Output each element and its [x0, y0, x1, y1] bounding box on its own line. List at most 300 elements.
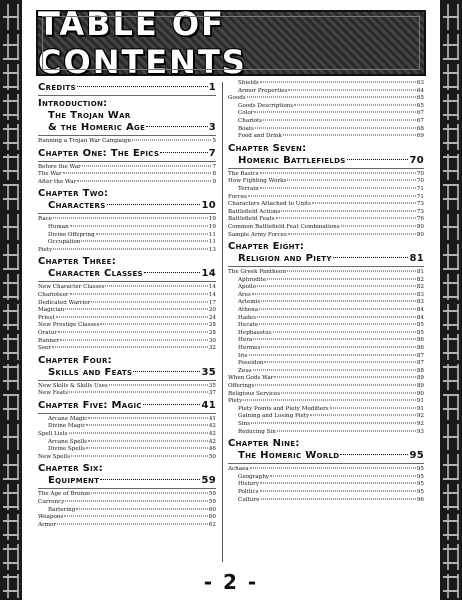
toc-entry-page: 28: [208, 322, 216, 329]
dot-leader: [96, 233, 208, 234]
dot-leader: [267, 278, 416, 279]
toc-entry[interactable]: [228, 126, 424, 134]
dot-leader: [257, 316, 416, 317]
toc-entry-page: 83: [416, 291, 424, 298]
dot-leader: [109, 384, 208, 385]
toc-entry-page: 11: [208, 231, 216, 238]
dot-leader: [52, 347, 208, 348]
toc-chapter[interactable]: [228, 438, 424, 464]
chapter-page: 35: [201, 366, 216, 378]
toc-entry-page: 71: [416, 193, 424, 200]
toc-entry[interactable]: [38, 239, 216, 247]
toc-entry-title: Charioteer: [38, 291, 69, 298]
toc-entry[interactable]: [228, 95, 424, 103]
toc-entry[interactable]: [228, 232, 424, 240]
dot-leader: [312, 203, 416, 204]
toc-entry-page: 89: [416, 383, 424, 389]
dot-leader: [133, 371, 200, 372]
dot-leader: [88, 417, 207, 418]
toc-entry[interactable]: [228, 345, 424, 353]
chapter-heading-final: [38, 82, 216, 94]
dot-leader: [281, 210, 416, 211]
dot-leader: [254, 112, 415, 113]
toc-entry-page: 83: [416, 299, 424, 306]
toc-entry[interactable]: [228, 360, 424, 368]
toc-entry[interactable]: [38, 307, 216, 315]
chapter-page: 41: [201, 399, 216, 411]
chapter-heading-final: [38, 475, 216, 487]
chapter-page: 1: [208, 82, 216, 93]
toc-entry[interactable]: [228, 474, 424, 482]
toc-entry-title: Goods: [228, 95, 246, 102]
toc-entry-page: 93: [416, 428, 424, 435]
dot-leader: [105, 286, 207, 287]
toc-entry-page: 50: [208, 453, 216, 460]
dot-leader: [249, 354, 416, 355]
toc-entry-title: Spell Lists: [38, 431, 68, 438]
title-banner: [36, 5, 426, 81]
toc-entry-title: Goods Descriptions: [238, 102, 294, 109]
dot-leader: [63, 173, 212, 174]
toc-entry-title: Terrain: [238, 185, 259, 192]
toc-entry-page: 85: [416, 322, 424, 329]
toc-entry-title: New Prestige Classes: [38, 322, 100, 329]
toc-entry[interactable]: [228, 398, 424, 406]
toc-entry-title: When Gods War: [228, 375, 274, 382]
chapter-title: & the Homeric Age: [48, 122, 146, 133]
dot-leader: [146, 126, 208, 127]
toc-entry[interactable]: [228, 406, 424, 414]
dot-leader: [294, 104, 416, 105]
toc-entry-page: 10: [208, 216, 216, 223]
toc-entry[interactable]: [38, 315, 216, 323]
chapter-heading-line: Chapter Two:: [38, 188, 109, 200]
toc-entry-title: Aphrodite: [238, 276, 267, 283]
toc-entry-title: Shields: [238, 80, 259, 86]
dot-leader: [70, 293, 208, 294]
chapter-title: Credits: [38, 82, 76, 93]
toc-entry[interactable]: [228, 299, 424, 307]
toc-entry[interactable]: [228, 224, 424, 232]
toc-entry-title: Arcane Magic: [48, 415, 88, 422]
toc-entry-page: 90: [416, 390, 424, 397]
chapter-heading-final: [38, 367, 216, 379]
toc-chapter[interactable]: [38, 82, 216, 96]
toc-chapter[interactable]: [38, 188, 216, 214]
chapter-page: 59: [201, 475, 216, 487]
toc-entry[interactable]: [38, 345, 216, 353]
toc-chapter[interactable]: [38, 463, 216, 489]
toc-entry-title: Characters Attached to Units: [228, 201, 312, 208]
chapter-rule: [228, 266, 424, 267]
toc-chapter[interactable]: [38, 355, 216, 381]
toc-entry[interactable]: [228, 481, 424, 489]
toc-entry[interactable]: [228, 391, 424, 399]
toc-entry-title: New Feats: [38, 390, 69, 397]
dot-leader: [253, 339, 416, 340]
dot-leader: [86, 448, 208, 449]
chapter-rule: [228, 168, 424, 169]
toc-entry-title: Politics: [238, 488, 259, 495]
toc-entry[interactable]: [228, 201, 424, 209]
toc-entry-page: 76: [416, 216, 424, 223]
toc-entry-title: New Skills & Skills Uses: [38, 382, 108, 389]
toc-entry[interactable]: [228, 178, 424, 186]
toc-entry-page: 17: [208, 299, 216, 306]
toc-entry-page: 28: [208, 329, 216, 336]
dot-leader: [100, 324, 207, 325]
dot-leader: [264, 362, 415, 363]
toc-entry-page: 42: [208, 423, 216, 430]
toc-entry-title: Piety Points and Piety Modifiers: [238, 405, 329, 412]
toc-entry-title: New Spells: [38, 453, 70, 460]
page-number: - 2 -: [203, 570, 259, 594]
dot-leader: [274, 377, 415, 378]
chapter-title: The Homeric World: [238, 450, 340, 462]
dot-leader: [255, 127, 416, 128]
right-meander-border: [440, 0, 462, 600]
toc-entry[interactable]: [228, 466, 424, 474]
toc-entry[interactable]: [38, 507, 216, 515]
dot-leader: [252, 293, 416, 294]
toc-entry-page: 30: [208, 337, 216, 344]
dot-leader: [260, 490, 416, 491]
dot-leader: [287, 180, 416, 181]
dot-leader: [260, 82, 416, 83]
toc-entry-page: 60: [208, 514, 216, 521]
toc-entry-page: 80: [416, 231, 424, 238]
chapter-heading-final: [38, 200, 216, 212]
toc-entry-page: 92: [416, 420, 424, 427]
dot-leader: [281, 392, 416, 393]
dot-leader: [86, 425, 207, 426]
chapter-title: Chapter One: The Epics: [38, 147, 160, 159]
toc-entry-page: 95: [416, 473, 424, 480]
toc-entry[interactable]: [38, 216, 216, 224]
toc-chapter[interactable]: [38, 148, 216, 162]
toc-entry-page: 67: [416, 117, 424, 124]
chapter-title: Homeric Battlefields: [238, 154, 346, 166]
toc-entry[interactable]: [228, 315, 424, 323]
toc-entry-title: The War: [38, 171, 62, 178]
chapter-rule: [38, 281, 216, 282]
chapter-rule: [38, 95, 216, 96]
toc-entry[interactable]: [38, 164, 216, 172]
dot-leader: [143, 404, 201, 405]
toc-entry-title: How Fighting Works: [228, 178, 287, 185]
toc-entry-page: 71: [416, 185, 424, 192]
toc-entry-page: 73: [416, 201, 424, 208]
chapter-rule: [38, 413, 216, 414]
toc-entry-page: 81: [416, 269, 424, 276]
toc-entry-title: Piety: [228, 398, 243, 405]
toc-entry-title: Iris: [238, 352, 248, 359]
toc-entry[interactable]: [228, 497, 424, 505]
toc-entry[interactable]: [38, 431, 216, 439]
toc-entry[interactable]: [38, 522, 216, 530]
toc-entry[interactable]: [38, 322, 216, 330]
toc-entry-page: 64: [416, 87, 424, 94]
chapter-rule: [38, 488, 216, 489]
dot-leader: [261, 347, 416, 348]
toc-entry-page: 91: [416, 405, 424, 412]
toc-entry[interactable]: [38, 292, 216, 300]
dot-leader: [260, 483, 416, 484]
dot-leader: [259, 309, 416, 310]
dot-leader: [347, 159, 409, 160]
chapter-heading-final: [228, 450, 424, 462]
toc-entry[interactable]: [38, 300, 216, 308]
toc-entry[interactable]: [228, 216, 424, 224]
dot-leader: [288, 89, 415, 90]
toc-entry[interactable]: [228, 133, 424, 141]
toc-entry[interactable]: [228, 194, 424, 202]
toc-entry-page: 14: [208, 291, 216, 298]
toc-entry-page: 95: [416, 481, 424, 488]
toc-entry[interactable]: [38, 446, 216, 454]
left-meander-border: [0, 0, 22, 600]
toc-entry-page: 95: [416, 488, 424, 495]
toc-entry-title: Divine Spells: [48, 446, 86, 453]
toc-entry-title: Sins: [238, 420, 251, 427]
toc-entry-page: 35: [208, 382, 216, 389]
dot-leader: [261, 301, 416, 302]
toc-entry-title: Poseidon: [238, 360, 264, 367]
toc-entry-page: 84: [416, 307, 424, 314]
toc-entry[interactable]: [228, 118, 424, 126]
dot-leader: [288, 233, 416, 234]
chapter-heading-line: Chapter Eight:: [228, 241, 305, 253]
toc-entry-page: 85: [416, 329, 424, 336]
toc-entry[interactable]: [228, 88, 424, 96]
toc-entry-page: 86: [416, 345, 424, 352]
toc-chapter[interactable]: [38, 98, 216, 136]
dot-leader: [273, 331, 416, 332]
toc-entry-page: 9: [212, 178, 216, 185]
toc-entry-title: Priest: [38, 314, 55, 321]
toc-entry-title: Ares: [238, 291, 251, 298]
toc-entry-page: 65: [416, 95, 424, 102]
toc-entry-title: Geography: [238, 473, 270, 480]
toc-entry-page: 37: [208, 390, 216, 397]
toc-chapter[interactable]: [228, 143, 424, 169]
chapter-page: 7: [208, 147, 216, 159]
toc-entry[interactable]: [38, 423, 216, 431]
dot-leader: [100, 479, 200, 480]
chapter-rule: [228, 463, 424, 464]
toc-entry-page: 69: [416, 133, 424, 140]
dot-leader: [259, 324, 416, 325]
chapter-title: Characters: [48, 200, 106, 212]
toc-entry[interactable]: [38, 338, 216, 346]
toc-entry[interactable]: [38, 454, 216, 462]
toc-entry[interactable]: [38, 284, 216, 292]
chapter-rule: [38, 161, 216, 162]
toc-entry[interactable]: [38, 390, 216, 398]
toc-entry[interactable]: [228, 307, 424, 315]
toc-entry-page: 32: [208, 345, 216, 352]
toc-entry-title: Food and Drink: [238, 133, 282, 140]
chapter-heading-final: [38, 400, 216, 412]
toc-entry[interactable]: [228, 375, 424, 383]
dot-leader: [77, 86, 208, 87]
toc-entry-page: 59: [208, 491, 216, 498]
toc-entry-title: Zeus: [238, 367, 252, 374]
toc-entry[interactable]: [228, 322, 424, 330]
chapter-heading-line: Chapter Seven:: [228, 142, 307, 154]
toc-entry[interactable]: [228, 186, 424, 194]
chapter-heading-final: [38, 148, 216, 160]
toc-entry[interactable]: [228, 80, 424, 88]
toc-entry[interactable]: [228, 421, 424, 429]
toc-entry[interactable]: [38, 224, 216, 232]
dot-leader: [81, 241, 207, 242]
dot-leader: [82, 165, 212, 166]
dot-leader: [250, 468, 416, 469]
toc-chapter[interactable]: [38, 256, 216, 282]
toc-entry-page: 42: [208, 431, 216, 438]
toc-entry[interactable]: [38, 330, 216, 338]
toc-entry[interactable]: [228, 353, 424, 361]
toc-entry-page: 73: [416, 208, 424, 215]
toc-entry[interactable]: [228, 209, 424, 217]
toc-entry[interactable]: [38, 171, 216, 179]
dot-leader: [65, 501, 207, 502]
toc-entry-page: 14: [208, 284, 216, 291]
toc-entry-title: Piety: [38, 246, 53, 253]
toc-entry[interactable]: [228, 110, 424, 118]
toc-chapter[interactable]: [228, 241, 424, 267]
toc-entry-page: 5: [212, 138, 216, 144]
dot-leader: [253, 369, 416, 370]
toc-entry-title: Color: [238, 110, 254, 117]
toc-entry-title: History: [238, 481, 259, 488]
toc-entry[interactable]: [38, 439, 216, 447]
toc-entry-page: 63: [416, 80, 424, 86]
toc-entry-title: Hephaestus: [238, 329, 272, 336]
chapter-rule: [38, 380, 216, 381]
toc-entry[interactable]: [228, 277, 424, 285]
dot-leader: [65, 309, 208, 310]
dot-leader: [64, 516, 208, 517]
toc-entry-title: Before the War: [38, 163, 81, 170]
chapter-heading-final: [38, 122, 216, 134]
toc-entry[interactable]: [228, 413, 424, 421]
toc-entry-page: 95: [416, 466, 424, 473]
toc-entry-title: Occupation: [48, 239, 81, 246]
toc-entry[interactable]: [228, 489, 424, 497]
dot-leader: [71, 455, 208, 456]
toc-entry-title: Battlefield Feats: [228, 216, 275, 223]
toc-entry[interactable]: [228, 171, 424, 179]
toc-entry[interactable]: [228, 337, 424, 345]
column-divider: [222, 82, 223, 562]
toc-entry-page: 87: [416, 352, 424, 359]
toc-chapter[interactable]: [38, 400, 216, 414]
toc-entry[interactable]: [228, 269, 424, 277]
toc-entry[interactable]: [38, 416, 216, 424]
dot-leader: [330, 407, 416, 408]
toc-entry-title: Battlefield Actions: [228, 208, 281, 215]
dot-leader: [277, 430, 416, 431]
toc-entry-page: 7: [212, 163, 216, 170]
dot-leader: [261, 498, 416, 499]
toc-entry[interactable]: [38, 383, 216, 391]
toc-entry[interactable]: [38, 491, 216, 499]
toc-entry-page: 42: [208, 438, 216, 445]
toc-entry-page: 82: [416, 276, 424, 283]
toc-entry[interactable]: [38, 232, 216, 240]
toc-entry-page: 46: [208, 446, 216, 453]
dot-leader: [333, 257, 409, 258]
chapter-page: 10: [201, 200, 216, 212]
toc-entry-page: 60: [208, 506, 216, 513]
chapter-heading-line: Chapter Three:: [38, 256, 117, 268]
chapter-title: Character Classes: [48, 268, 143, 280]
chapter-page: 81: [409, 253, 424, 265]
toc-entry-page: 13: [208, 246, 216, 253]
dot-leader: [340, 454, 408, 455]
toc-entry[interactable]: [38, 247, 216, 255]
toc-entry[interactable]: [228, 429, 424, 437]
toc-entry[interactable]: [228, 292, 424, 300]
toc-entry[interactable]: [228, 330, 424, 338]
toc-entry-title: Common Battlefield Feat Combinations: [228, 223, 340, 230]
toc-entry[interactable]: [228, 103, 424, 111]
toc-entry-page: 80: [416, 223, 424, 230]
toc-entry-title: Divine Offspring: [48, 231, 95, 238]
toc-entry-title: The Greek Pantheon: [228, 269, 286, 276]
toc-entry-title: Arcane Spells: [48, 438, 88, 445]
chapter-page: 3: [208, 122, 216, 133]
toc-entry-title: Dedicated Warrior: [38, 299, 91, 306]
dot-leader: [91, 301, 208, 302]
toc-entry[interactable]: [228, 383, 424, 391]
toc-entry-page: 62: [208, 521, 216, 528]
chapter-title: Religion and Piety: [238, 253, 332, 265]
toc-entry-title: Athena: [238, 307, 259, 314]
toc-entry[interactable]: [228, 368, 424, 376]
toc-entry[interactable]: [38, 514, 216, 522]
dot-leader: [283, 135, 416, 136]
toc-entry[interactable]: [38, 179, 216, 187]
dot-leader: [70, 225, 208, 226]
toc-entry-title: Human: [48, 223, 69, 230]
dot-leader: [276, 218, 416, 219]
chapter-title: Equipment: [48, 475, 100, 487]
toc-entry-page: 82: [416, 284, 424, 291]
dot-leader: [287, 271, 416, 272]
dot-leader: [248, 195, 416, 196]
toc-entry-title: Seer: [38, 345, 52, 352]
toc-entry-title: Reducing Sin: [238, 428, 276, 435]
chapter-page: 95: [409, 450, 424, 462]
toc-entry-title: Running a Trojan War Campaign: [38, 138, 131, 144]
toc-entry-title: Hera: [238, 337, 253, 344]
toc-entry-title: Magician: [38, 307, 65, 314]
toc-entry[interactable]: [38, 499, 216, 507]
toc-entry-title: Orator: [38, 329, 57, 336]
dot-leader: [270, 475, 416, 476]
toc-entry[interactable]: [228, 284, 424, 292]
dot-leader: [56, 316, 208, 317]
toc-entry[interactable]: [38, 138, 216, 146]
toc-entry-page: 67: [416, 110, 424, 117]
dot-leader: [132, 140, 211, 141]
toc-entry-page: 68: [416, 125, 424, 132]
toc-entry-page: 11: [208, 239, 216, 246]
toc-entry-title: Weapons: [38, 514, 64, 521]
